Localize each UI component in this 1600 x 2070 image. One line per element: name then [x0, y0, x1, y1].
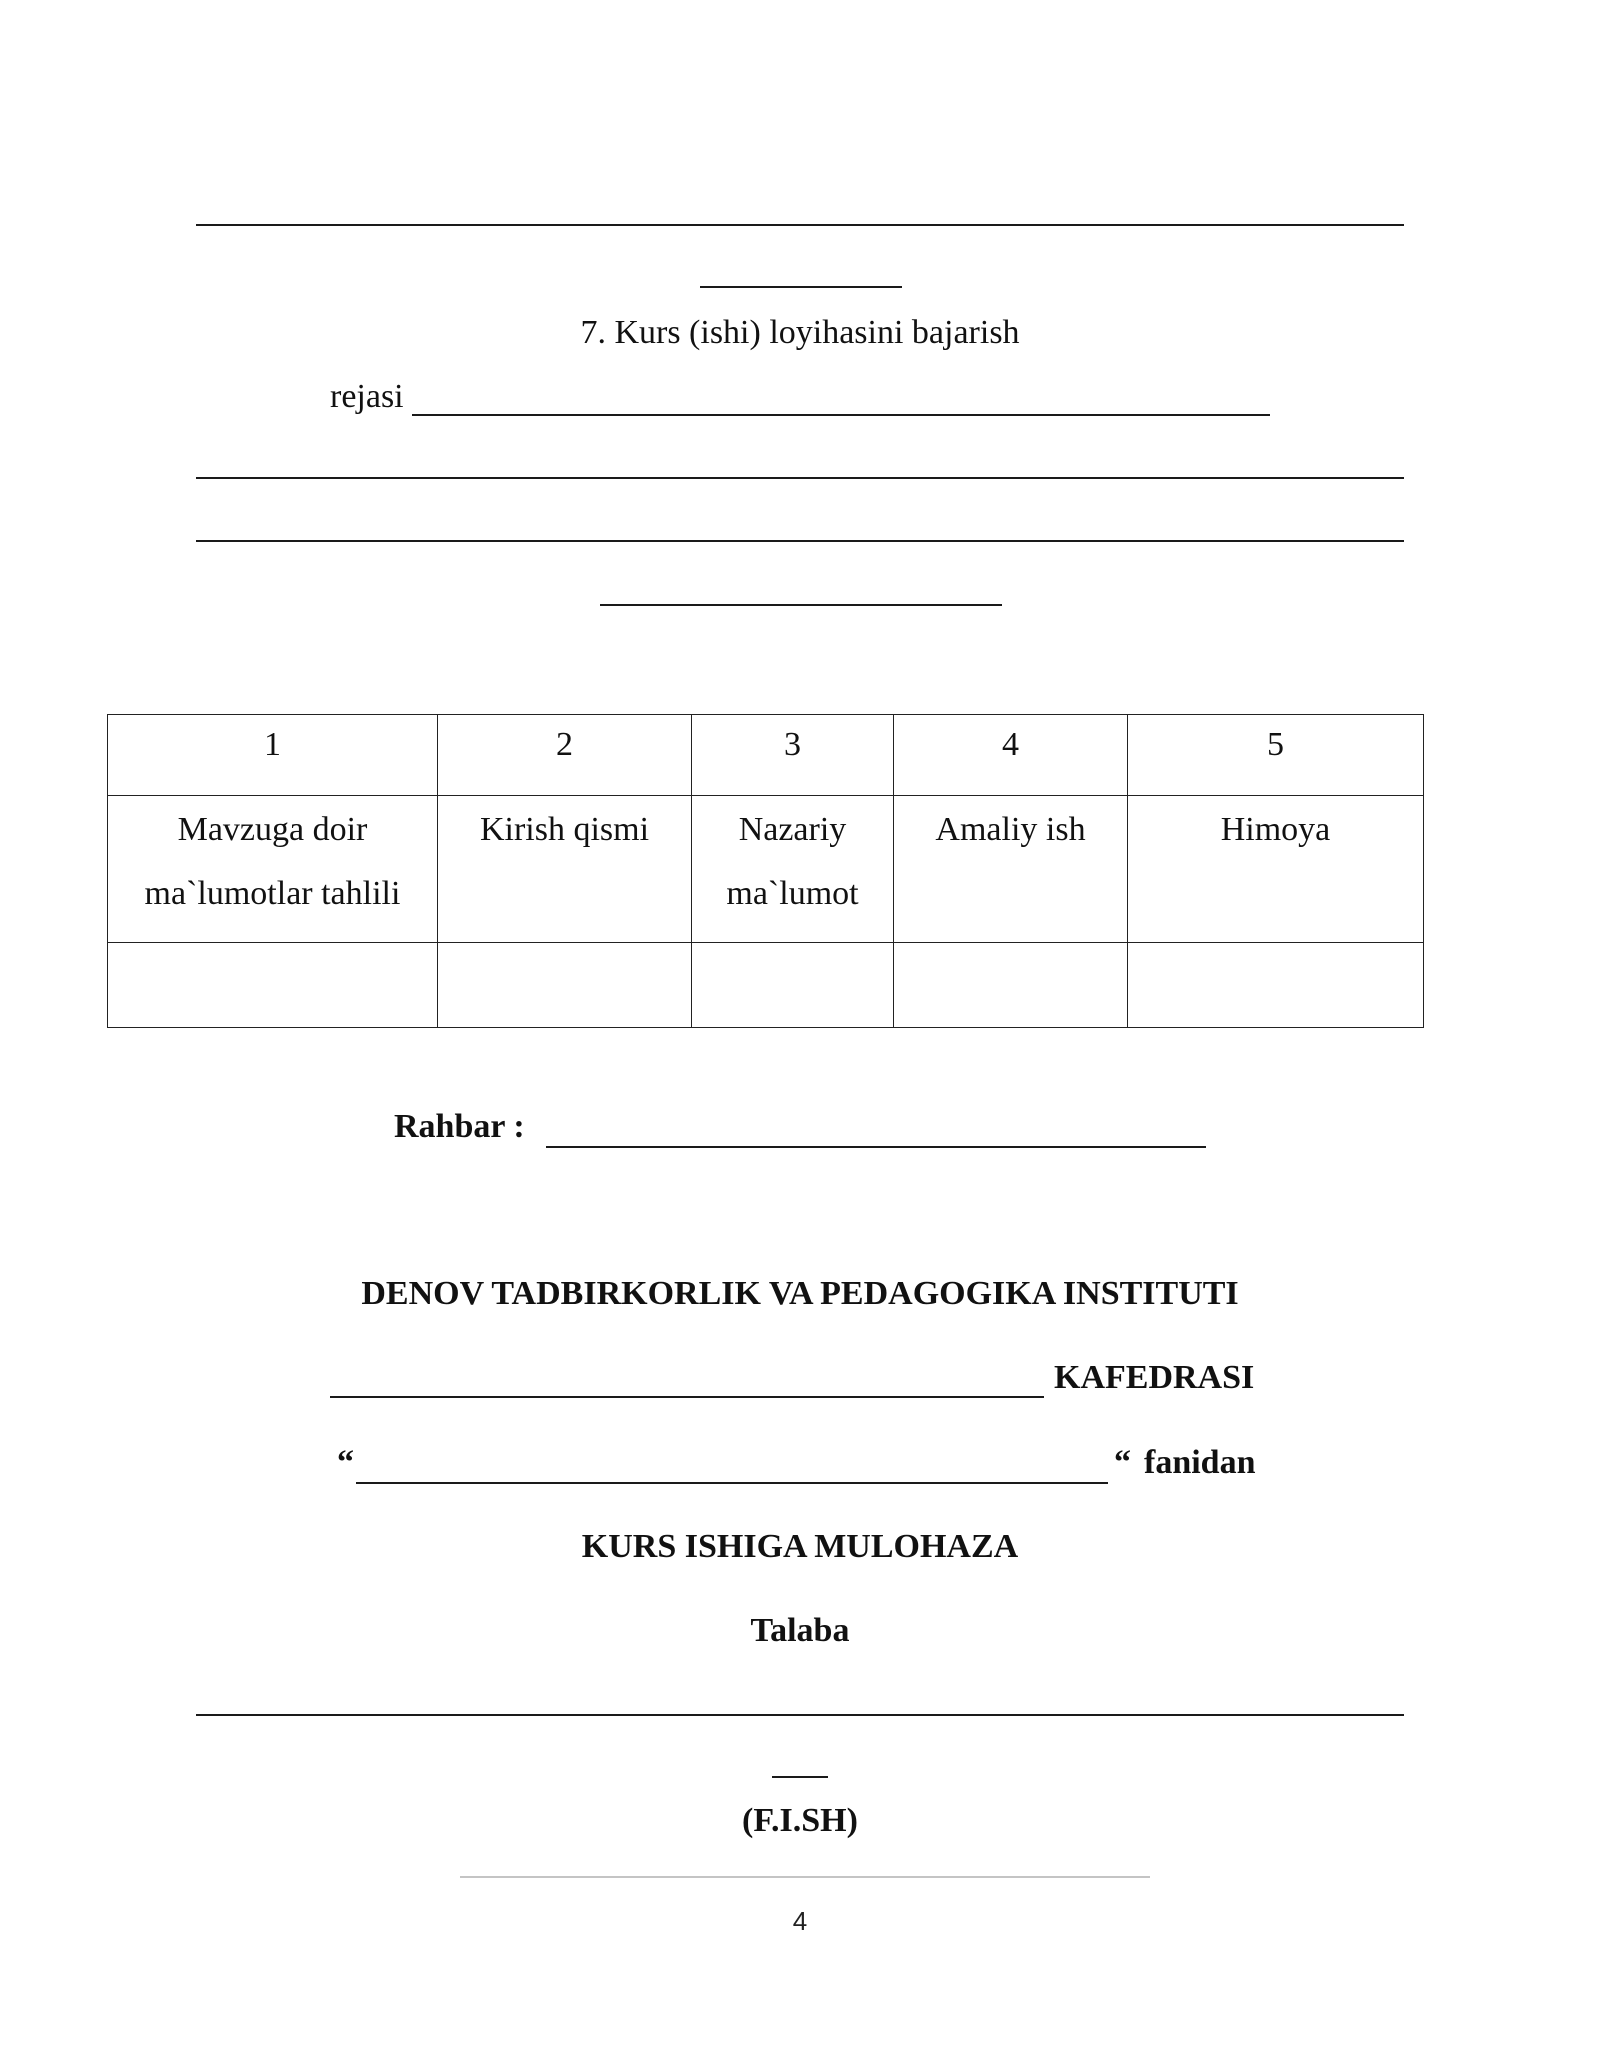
table-row-empty: [108, 943, 1424, 1028]
table-cell-number: 2: [438, 715, 692, 796]
table-cell-label: [1128, 796, 1424, 943]
table-cell-number: 5: [1128, 715, 1424, 796]
review-title: KURS ISHIGA MULOHAZA: [581, 1528, 1019, 1565]
table-cell-number: 4: [894, 715, 1128, 796]
table-cell-label: [108, 796, 438, 943]
table-cell-label-line: Amaliy ish: [935, 811, 1086, 848]
table-cell-label-line: Nazariy: [738, 811, 847, 848]
blank-line-5: [600, 604, 1002, 606]
talaba-label: Talaba: [750, 1612, 850, 1649]
table-cell-empty: [894, 943, 1128, 1028]
blank-line-4: [196, 540, 1404, 542]
open-quote: “: [337, 1444, 354, 1481]
table-cell-empty: [1128, 943, 1424, 1028]
table-cell-empty: [108, 943, 438, 1028]
table-cell-label: [692, 796, 894, 943]
subject-blank-line: [356, 1482, 1108, 1484]
table-cell-label-line: Kirish qismi: [479, 811, 650, 848]
institute-name: DENOV TADBIRKORLIK VA PEDAGOGIKA INSTITUTI: [361, 1275, 1239, 1312]
table-cell-empty: [438, 943, 692, 1028]
kafedra-blank-line: [330, 1396, 1044, 1398]
table-cell-empty: [692, 943, 894, 1028]
table-row-numbers: [108, 715, 1424, 796]
rejasi-label: rejasi: [330, 378, 404, 415]
table-cell-number: 3: [692, 715, 894, 796]
table-cell-number: 1: [108, 715, 438, 796]
blank-line-1: [196, 224, 1404, 226]
table-cell-label: [894, 796, 1128, 943]
rahbar-signature-line: [546, 1146, 1206, 1148]
fish-label: (F.I.SH): [742, 1802, 858, 1839]
kafedra-label: KAFEDRASI: [1054, 1359, 1255, 1396]
table-cell-label: [438, 796, 692, 943]
close-quote: “: [1114, 1444, 1131, 1481]
rahbar-label: Rahbar :: [394, 1108, 525, 1145]
student-name-line: [196, 1714, 1404, 1716]
table-cell-label-line: ma`lumot: [726, 875, 859, 912]
footer-divider: [460, 1876, 1150, 1878]
blank-line-3: [196, 477, 1404, 479]
student-name-line-short: [772, 1776, 828, 1778]
blank-line-2: [700, 286, 902, 288]
page-number: 4: [792, 1906, 808, 1936]
plan-table: [107, 714, 1424, 1028]
table-cell-label-line: Himoya: [1220, 811, 1331, 848]
table-row-labels: [108, 796, 1424, 943]
section-heading: 7. Kurs (ishi) loyihasini bajarish: [580, 314, 1020, 351]
rejasi-blank-line: [412, 414, 1270, 416]
fanidan-label: fanidan: [1144, 1444, 1256, 1481]
table-cell-label-line: Mavzuga doir: [177, 811, 368, 848]
table-cell-label-line: ma`lumotlar tahlili: [144, 875, 401, 912]
